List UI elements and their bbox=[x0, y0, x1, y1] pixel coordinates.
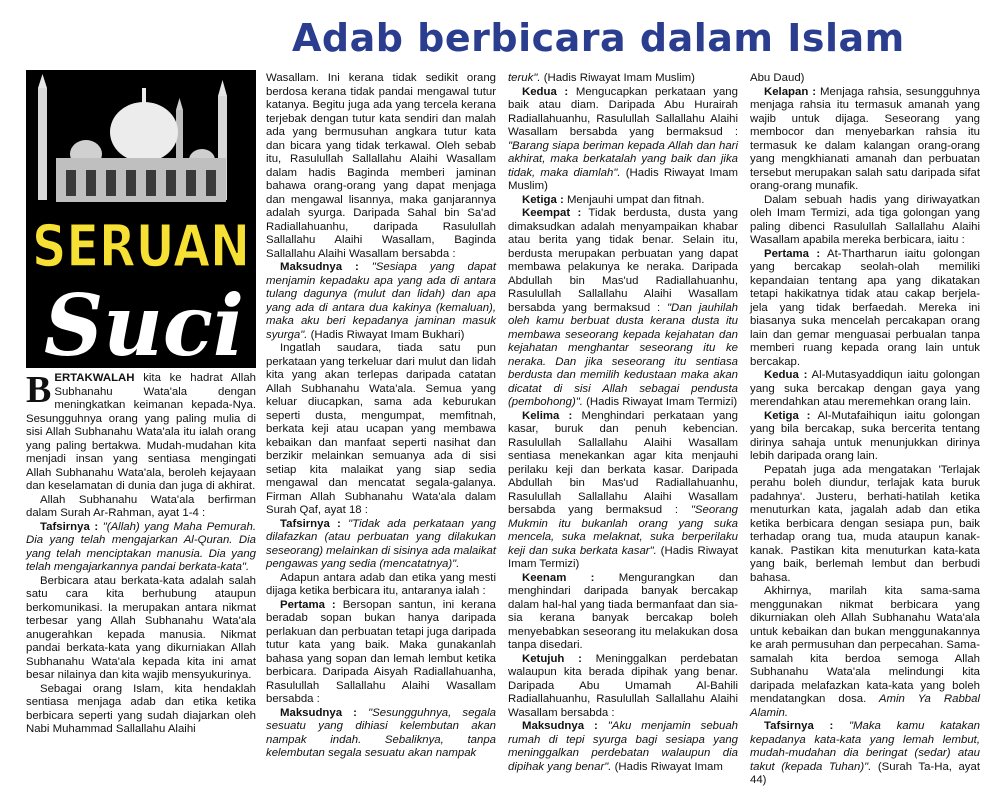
point-ketujuh bbox=[508, 653, 738, 721]
quote-text: "Sesiapa yang dapat menjamin kepadaku apa yang ada di antara tulang dagunya (mulut dan lidah) dan apa yang ada di antara dua kakinya (kemaluan), maka aku beri kepadanya jaminan masuk syurga". bbox=[266, 261, 497, 341]
group-ketiga bbox=[750, 410, 980, 464]
point-kedua bbox=[508, 86, 738, 194]
quote-label: Tafsirnya : bbox=[280, 517, 341, 530]
point-text: At-Thartharun iaitu golongan yang bercakap seolah-olah memiliki kepandaian tentang apa yang dikatakan tetapi hakikatnya tidak atau cakap berjela-jela yang tidak berfaedah. Mereka ini biasanya suka mencelah percakapan orang lain dan gemar menguasai perbualan tanpa memberi ruang kepada orang lain untuk bercakap. bbox=[750, 247, 980, 368]
point-text: Menghindari perkataan yang kasar, buruk dan penuh kebencian. Rasulullah Sallallahu Alaihi Wasallam sentiasa menekankan agar kita menjauhi perilaku keji dan berkata kasar. Daripada Abdullah bin Mas'ud Radiallahuanhu, Rasulullah Sallallahu Alaihi Wasallam bersabda yang bermaksud : bbox=[508, 409, 739, 516]
column-4 bbox=[750, 72, 981, 786]
point-label: Ketiga : bbox=[764, 409, 811, 422]
paragraph: Wasallam. Ini kerana tidak sedikit orang berdosa kerana tidak pandai mengawal tutur katanya. Begitu juga ada yang tercela kerana terjebak dengan tutur kata sendiri dan malah ada yang bermusuhan angkara tutur kata dan bicara yang tidak terkawal. Oleh sebab itu, Rasulullah Sallallahu Alaihi Wasallam dalam hadis Baginda memberi jaminan bahawa orang-orang yang dapat menjaga dan mengawal lisannya, maka ganjarannya adalah syurga. Daripada Sahal bin Sa'ad Radiallahuanhu, daripada Rasulullah Sallallahu Alaihi Wasallam, Baginda Sallallahu Alaihi Wasallam bersabda : bbox=[266, 72, 496, 260]
quote-label: Maksudnya : bbox=[280, 261, 359, 273]
point-keempat bbox=[508, 207, 738, 410]
point-kelapan bbox=[750, 86, 980, 194]
quote-label: Tafsirnya : bbox=[40, 520, 99, 533]
quote-text: "Sesungguhnya, segala sesuatu yang dihiasi kelembutan akan nampak indah. Sebaliknya, tanpa kelembutan segala sesuatu akan nampak bbox=[266, 706, 497, 759]
quote-text: "Tidak ada perkataan yang dilafazkan (atau perbuatan yang dilakukan seseorang) melainkan di sisinya ada malaikat pengawas yang sedia (mencatatnya)". bbox=[266, 517, 496, 570]
quote-tafsir bbox=[750, 720, 980, 788]
drop-cap: B bbox=[26, 369, 52, 411]
quote-source: (Hadis Riwayat Imam Muslim) bbox=[508, 166, 738, 192]
point-label: Kedua : bbox=[764, 369, 808, 381]
point-text: Tidak berdusta, dusta yang dimaksudkan adalah menyampaikan khabar atau berita yang tidak benar. Selain itu, berdusta merupakan perbuatan yang dapat membawa pelakunya ke neraka. Daripada Abdullah bin Mas'ud Radiallahuanhu, Rasulullah Sallallahu Alaihi Wasallam bersabda yang bermaksud : bbox=[508, 207, 738, 314]
quote-label: Maksudnya : bbox=[522, 720, 598, 732]
point-label: Ketujuh : bbox=[522, 652, 582, 665]
seruan-suci-logo bbox=[26, 70, 256, 375]
point-label: Ketiga : bbox=[522, 193, 564, 206]
logo-word-suci: Suci bbox=[44, 276, 244, 375]
intro-text: kita ke hadrat Allah Subhanahu Wata'ala dengan meningkatkan keimanan kepada-Nya. Sesungguhnya orang yang paling mulia di sisi Allah Subhanahu Wata'ala itu ialah orang yang paling bertakwa. Mudah-mudahan kita menjadi insan yang sentiasa mengingati Allah Subhanahu Wata'ala, beroleh kejayaan dan keselamatan di dunia dan juga di akhirat. bbox=[26, 372, 256, 492]
logo-word-seruan: SERUAN bbox=[32, 212, 250, 280]
quote-continuation bbox=[508, 72, 738, 86]
point-label: Kelima : bbox=[522, 409, 573, 422]
paragraph: Ingatlah saudara, tiada satu pun perkataan yang terkeluar dari mulut dan lidah kita yang akan terlepas daripada catatan Allah Subhanahu Wata'ala. Semua yang keluar diucapkan, sama ada keburukan seperti dusta, mengumpat, memfitnah, berkata keji atau ucapan yang membawa kebaikan dan manfaat seperti nasihat dan berzikir melainkan semuanya ada di sisi setiap kita malaikat yang siap sedia mengawal dan mencatat segala-galanya. Firman Allah Subhanahu Wata'ala dalam Surah Qaf, ayat 18 : bbox=[266, 342, 496, 516]
mosque-illustration bbox=[26, 70, 256, 375]
quote-text: teruk". bbox=[508, 72, 541, 84]
quote-tafsir bbox=[266, 518, 496, 572]
point-text: Mengucapkan perkataan yang baik atau diam. Daripada Abu Hurairah Radiallahuanhu, Rasulullah Sallallahu Alaihi Wasallam bersabda yang bermaksud : bbox=[508, 85, 738, 138]
paragraph: Adapun antara adab dan etika yang mesti dijaga ketika berbicara itu, antaranya ialah : bbox=[266, 571, 496, 597]
paragraph: Allah Subhanahu Wata'ala berfirman dalam Surah Ar-Rahman, ayat 1-4 : bbox=[26, 493, 256, 519]
point-label: Kedua : bbox=[522, 85, 569, 98]
paragraph: Berbicara atau berkata-kata adalah salah satu cara kita berhubung ataupun berkomunikasi. Ia merupakan antara nikmat terbesar yang Allah Subhanahu Wata'ala anugerahkan kepada manusia. Nikmat pandai berkata-kata yang dikurniakan Allah Subhanahu Wata'ala kepada kita ini amat besar nilainya dan kita wajib mensyukurinya. bbox=[26, 574, 256, 681]
point-text: Menjaga rahsia, sesungguhnya menjaga rahsia itu termasuk amanah yang wajib untuk dijaga. Seseorang yang membocor dan menyebarkan rahsia itu termasuk ke dalam kalangan orang-orang yang mengkhianati amanah dan perbuatan tersebut merupakan salah satu daripada sifat orang-orang munafik. bbox=[750, 85, 980, 192]
point-label: Kelapan : bbox=[764, 85, 817, 98]
point-label: Pertama : bbox=[764, 247, 821, 260]
point-label: Keenam : bbox=[522, 571, 595, 584]
quote-tafsir bbox=[26, 521, 256, 575]
point-ketiga bbox=[508, 194, 738, 208]
closing-text: Akhirnya, marilah kita sama-sama menggunakan nikmat berbicara yang dikurniakan oleh Allah Subhanahu Wata'ala untuk kebaikan dan bukan menggunakannya ke arah permusuhan dan perpecahan. Sama-samalah kita berdoa semoga Allah Subhanahu Wata'ala melindungi kita daripada melafazkan kata-kata yang boleh mendatangkan dosa. bbox=[750, 585, 980, 705]
closing-paragraph bbox=[750, 585, 980, 720]
quote-text: "(Allah) yang Maha Pemurah. Dia yang telah mengajarkan Al-Quran. Dia yang telah menciptakan manusia. Dia yang telah mengajarkannya pandai berkata-kata". bbox=[26, 520, 256, 573]
point-label: Keempat : bbox=[522, 207, 582, 219]
quote-text: "Dan jauhilah oleh kamu berbuat dusta kerana dusta itu membawa seseorang kepada kejahatan dan kejahatan menghantar seseorang itu ke neraka. Dan jika seseorang itu sentiasa berdusta dan memilih kedustaan maka akan dicatat di sisi Allah sebagai pendusta (pembohong)". bbox=[508, 301, 738, 408]
point-text: Al-Mutafaihiqun iaitu golongan yang bila bercakap, suka bercerita tentang dirinya sahaja untuk menunjukkan dirinya lebih daripada orang lain. bbox=[750, 409, 980, 462]
column-2 bbox=[266, 72, 496, 764]
paragraph: Sebagai orang Islam, kita hendaklah sentiasa menjaga adab dan etika ketika berbicara seperti yang sudah diajarkan oleh Nabi Muhammad Sallallahu Alaihi bbox=[26, 682, 256, 735]
point-text: Meninggalkan perdebatan walaupun kita berada dipihak yang benar. Daripada Abu Umamah Al-Bahili Radiallahuanhu, Rasulullah Sallallahu Alaihi Wasallam bersabda : bbox=[508, 652, 738, 719]
quote-text: "Barang siapa beriman kepada Allah dan hari akhirat, maka berkatalah yang baik dan jika tidak, maka diamlah". bbox=[508, 139, 738, 179]
quote-source: (Hadis Riwayat Imam Termizi) bbox=[508, 544, 738, 570]
headline: Adab berbicara dalam Islam bbox=[292, 16, 905, 60]
point-text: Menjauhi umpat dan fitnah. bbox=[563, 193, 705, 206]
quote-maksud bbox=[508, 720, 738, 774]
quote-source: (Hadis Riwayat Imam Muslim) bbox=[540, 72, 695, 84]
paragraph: Pepatah juga ada mengatakan 'Terlajak perahu boleh diundur, terlajak kata buruk padahnya'. Justeru, berhati-hatilah ketika menuturkan kata, jagalah adab dan etika ketika berbicara dengan sesiapa pun, baik terhadap orang tua, muda ataupun kanak-kanak. Pastikan kita menuturkan kata-kata yang baik, berlemah lembut dan berbudi bahasa. bbox=[750, 463, 980, 584]
quote-source: (Hadis Riwayat Imam Termizi) bbox=[582, 396, 738, 408]
intro-paragraph bbox=[26, 369, 256, 494]
group-pertama bbox=[750, 248, 980, 370]
quote-text: "Aku menjamin sebuah rumah di tepi syurga bagi sesiapa yang meninggalkan perdebatan walaupun dia dipihak yang benar". bbox=[508, 720, 738, 773]
column-3 bbox=[508, 72, 739, 773]
point-kelima bbox=[508, 410, 738, 572]
quote-maksud bbox=[266, 261, 496, 342]
quote-source-continuation: Abu Daud) bbox=[750, 72, 805, 84]
column-1 bbox=[26, 369, 256, 762]
quote-text: "Maka kamu katakan kepadanya kata-kata yang lemah lembut, mudah-mudahan dia beringat (sedar) atau takut (kepada Tuhan)". bbox=[750, 720, 981, 773]
paragraph: Dalam sebuah hadis yang diriwayatkan oleh Imam Termizi, ada tiga golongan yang paling dibenci Rasulullah Sallallahu Alaihi Wasallam apabila mereka berbicara, iaitu : bbox=[750, 193, 980, 246]
quote-label: Tafsirnya : bbox=[764, 720, 834, 732]
closing-prayer: Amin Ya Rabbal Alamin. bbox=[750, 693, 980, 719]
quote-text: "Seorang Mukmin itu bukanlah orang yang suka mencela, suka melaknat, suka berperilaku keji dan suka berkata kasar". bbox=[508, 504, 738, 557]
quote-source: (Surah Ta-Ha, ayat 44) bbox=[750, 760, 980, 786]
quote-source: (Hadis Riwayat Imam Bukhari) bbox=[307, 328, 465, 341]
point-pertama bbox=[266, 599, 496, 707]
point-label: Pertama : bbox=[280, 598, 336, 611]
quote-source: (Hadis Riwayat Imam bbox=[611, 760, 723, 773]
group-kedua bbox=[750, 369, 980, 410]
point-text: Mengurangkan dan menghindari daripada banyak bercakap dalam hal-hal yang tiada bermanfaat dan sia-sia kerana banyak bercakap boleh menyebabkan seseorang itu melakukan dosa tanpa disedari. bbox=[508, 571, 738, 651]
quote-label: Maksudnya : bbox=[280, 706, 357, 719]
point-text: Bersopan santun, ini kerana beradab sopan bukan hanya daripada perlakuan dan perbuatan tetapi juga daripada tutur kata yang baik. Maka gunakanlah bahasa yang sopan dan lemah lembut ketika berbicara. Daripada Aisyah Radiallahuanha, Rasulullah Sallallahu Alaihi Wasallam bersabda : bbox=[266, 598, 496, 705]
intro-lead: ERTAKWALAH bbox=[54, 372, 135, 384]
quote-maksud bbox=[266, 707, 496, 761]
point-text: Al-Mutasyaddiqun iaitu golongan yang suka bercakap dengan gaya yang merendahkan atau meremehkan orang lain. bbox=[750, 369, 980, 408]
point-keenam bbox=[508, 572, 738, 653]
